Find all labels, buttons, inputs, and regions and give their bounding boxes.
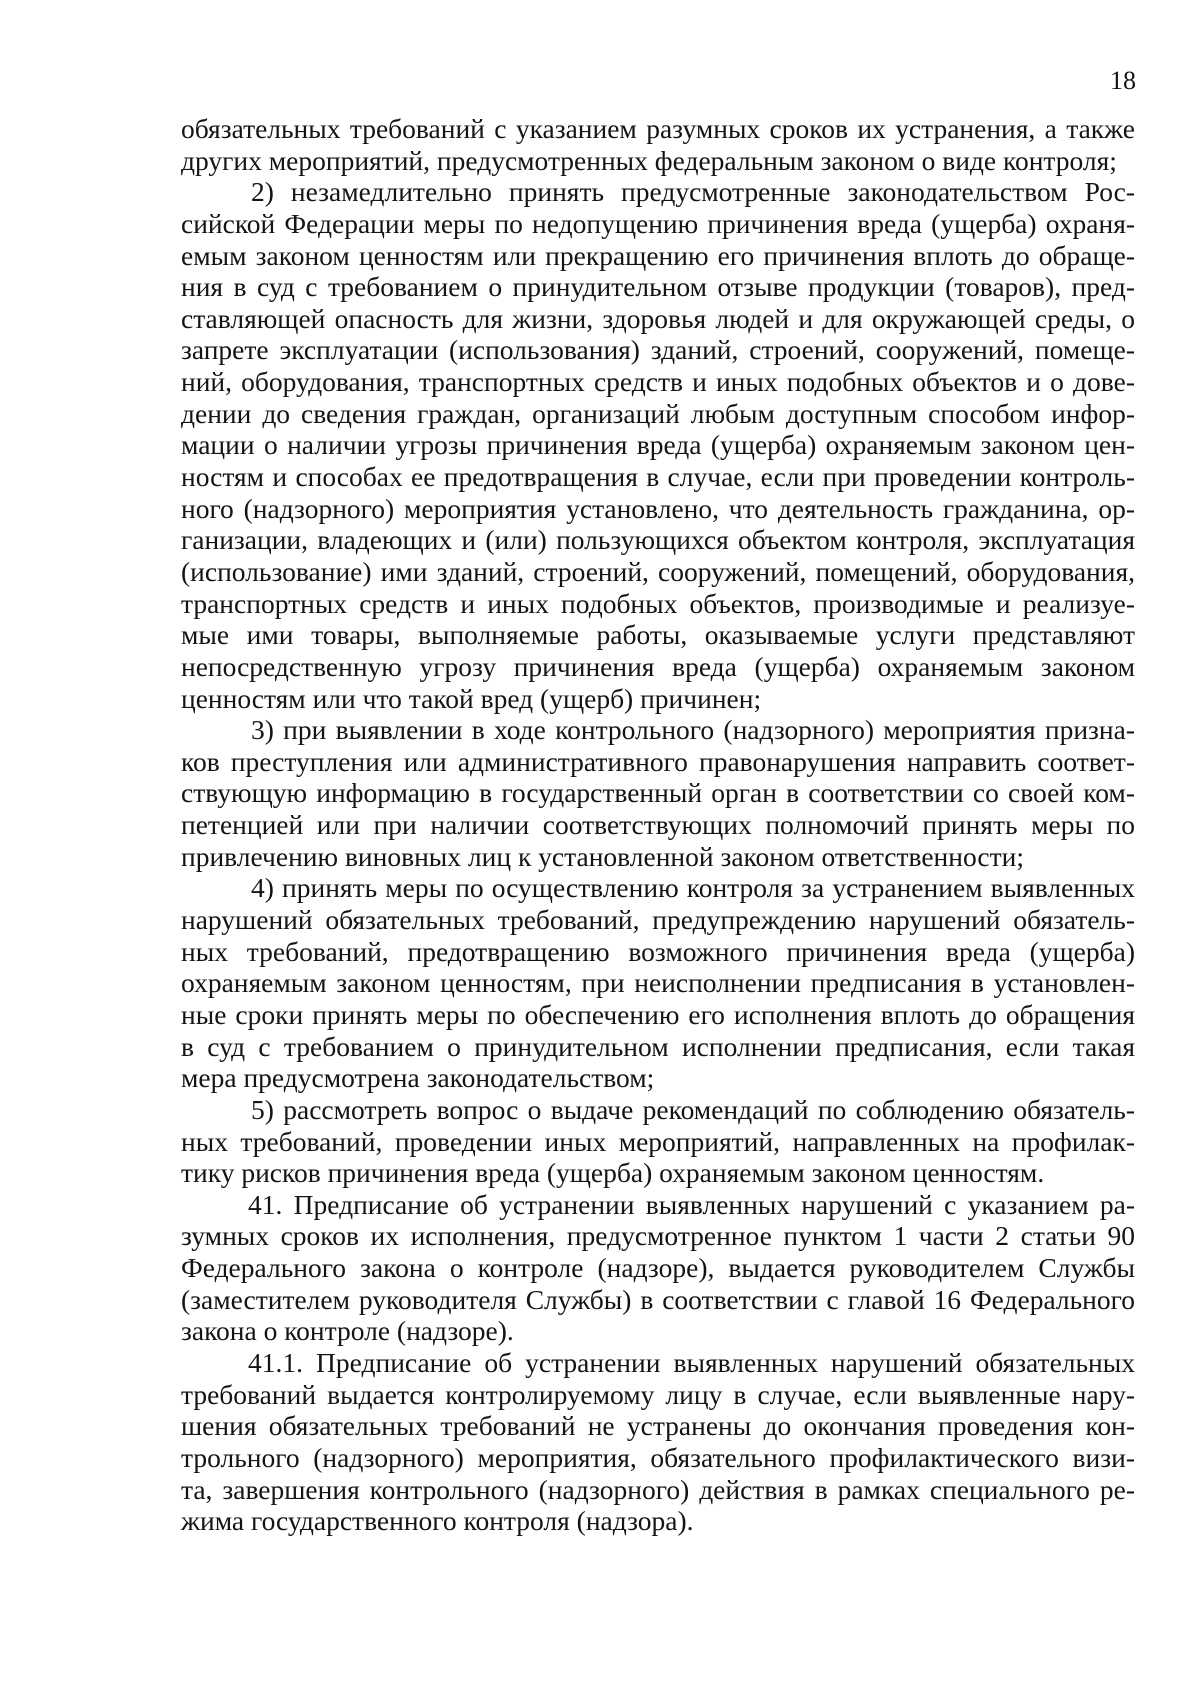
text-line: тику рисков причинения вреда (ущерба) охраняемым законом ценностям.: [181, 1157, 1045, 1189]
text-line: трольного (надзорного) мероприятия, обязательного профилактического визи-: [181, 1441, 1135, 1473]
text-line: дении до сведения граждан, организаций любым доступным способом инфор-: [181, 397, 1135, 429]
text-line: требований выдается контролируемому лицу в случае, если выявленные нару-: [181, 1378, 1135, 1410]
text-line: ностям и способах ее предотвращения в случае, если при проведении контроль-: [181, 461, 1135, 493]
text-line: ганизации, владеющих и (или) пользующихся объектом контроля, эксплуатация: [181, 524, 1135, 556]
text-line: Федерального закона о контроле (надзоре), выдается руководителем Службы: [181, 1252, 1135, 1284]
text-line: 5) рассмотреть вопрос о выдаче рекомендаций по соблюдению обязатель-: [251, 1093, 1135, 1125]
text-line: (заместителем руководителя Службы) в соответствии с главой 16 Федерального: [181, 1283, 1135, 1315]
text-line: ного (надзорного) мероприятия установлено, что деятельность гражданина, ор-: [181, 492, 1135, 524]
page-number: 18: [1110, 66, 1136, 95]
text-line: петенцией или при наличии соответствующих полномочий принять меры по: [181, 809, 1135, 841]
text-line: мации о наличии угрозы причинения вреда (ущерба) охраняемым законом цен-: [181, 429, 1135, 461]
text-line: емым законом ценностям или прекращению его причинения вплоть до обраще-: [181, 239, 1135, 271]
text-line: ценностям или что такой вред (ущерб) причинен;: [181, 682, 762, 714]
text-line: ные сроки принять меры по обеспечению его исполнения вплоть до обращения: [181, 998, 1135, 1030]
text-line: ставляющей опасность для жизни, здоровья людей и для окружающей среды, о: [181, 302, 1135, 334]
text-line: (использование) ими зданий, строений, сооружений, помещений, оборудования,: [181, 555, 1135, 587]
text-line: ных требований, проведении иных мероприятий, направленных на профилак-: [181, 1125, 1135, 1157]
text-line: охраняемым законом ценностям, при неисполнении предписания в установлен-: [181, 967, 1135, 999]
text-line: ных требований, предотвращению возможного причинения вреда (ущерба): [181, 935, 1135, 967]
text-line: ствующую информацию в государственный орган в соответствии со своей ком-: [181, 777, 1135, 809]
text-line: 41. Предписание об устранении выявленных нарушений с указанием ра-: [248, 1188, 1135, 1220]
text-line: ков преступления или административного правонарушения направить соответ-: [181, 745, 1135, 777]
text-line: других мероприятий, предусмотренных федеральным законом о виде контроля;: [181, 144, 1117, 176]
body-text: [181, 113, 1135, 1537]
text-line: ний, оборудования, транспортных средств и иных подобных объектов и о дове-: [181, 366, 1135, 398]
text-line: 41.1. Предписание об устранении выявленных нарушений обязательных: [248, 1346, 1135, 1378]
text-line: 3) при выявлении в ходе контрольного (надзорного) мероприятия призна-: [251, 714, 1135, 746]
text-line: транспортных средств и иных подобных объектов, производимые и реализуе-: [181, 587, 1135, 619]
text-line: непосредственную угрозу причинения вреда (ущерба) охраняемым законом: [181, 650, 1135, 682]
text-line: мера предусмотрена законодательством;: [181, 1062, 655, 1094]
text-line: зумных сроков их исполнения, предусмотренное пунктом 1 части 2 статьи 90: [181, 1220, 1135, 1252]
text-line: та, завершения контрольного (надзорного) действия в рамках специального ре-: [181, 1473, 1135, 1505]
text-line: сийской Федерации меры по недопущению причинения вреда (ущерба) охраня-: [181, 207, 1135, 239]
text-line: ния в суд с требованием о принудительном отзыве продукции (товаров), пред-: [181, 271, 1135, 303]
text-line: запрете эксплуатации (использования) зданий, строений, сооружений, помеще-: [181, 334, 1135, 366]
text-line: в суд с требованием о принудительном исполнении предписания, если такая: [181, 1030, 1135, 1062]
text-line: 2) незамедлительно принять предусмотренные законодательством Рос-: [251, 176, 1135, 208]
text-line: шения обязательных требований не устранены до окончания проведения кон-: [181, 1410, 1135, 1442]
text-line: привлечению виновных лиц к установленной законом ответственности;: [181, 840, 1024, 872]
text-line: обязательных требований с указанием разумных сроков их устранения, а также: [181, 113, 1135, 144]
text-line: 4) принять меры по осуществлению контроля за устранением выявленных: [251, 872, 1135, 904]
text-line: закона о контроле (надзоре).: [181, 1315, 514, 1347]
text-line: жима государственного контроля (надзора).: [181, 1505, 694, 1537]
text-line: нарушений обязательных требований, предупреждению нарушений обязатель-: [181, 904, 1135, 936]
text-line: мые ими товары, выполняемые работы, оказываемые услуги представляют: [181, 619, 1135, 651]
